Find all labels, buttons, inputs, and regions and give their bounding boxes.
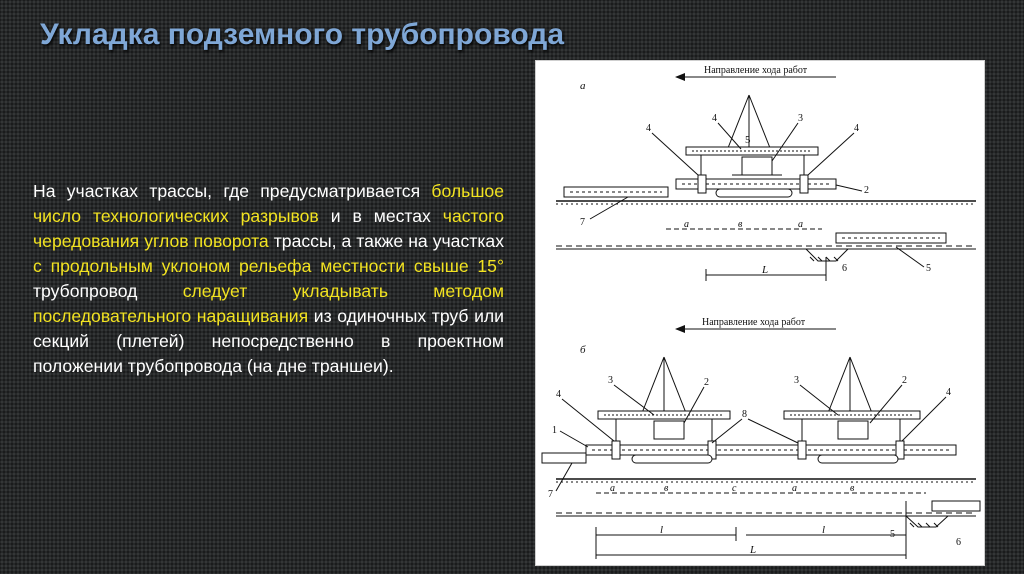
text-run: трубопровод bbox=[33, 281, 183, 301]
callout: 7 bbox=[580, 217, 585, 228]
callout: 2 bbox=[902, 375, 907, 386]
callout: 3 bbox=[794, 375, 799, 386]
highlight-run: частого чередования углов поворота bbox=[33, 206, 504, 251]
panel-a bbox=[556, 65, 976, 281]
callout: 4 bbox=[854, 123, 859, 134]
callout: 5 bbox=[926, 263, 931, 274]
dim-label: l bbox=[822, 524, 826, 536]
text-run: из одиночных труб или секций (плетей) непосредственно в проектном положении трубопровода (на дне траншеи). bbox=[33, 306, 504, 376]
callout: 4 bbox=[946, 387, 951, 398]
dim-label: а bbox=[792, 483, 797, 494]
dim-label: L bbox=[750, 544, 757, 556]
callout: 8 bbox=[742, 409, 747, 420]
text-run: и в местах bbox=[318, 206, 443, 226]
panel-a-label: а bbox=[580, 80, 586, 92]
body-paragraph bbox=[33, 179, 504, 379]
callout: 2 bbox=[704, 377, 709, 388]
dim-label: в bbox=[738, 219, 743, 230]
dim-label: l bbox=[660, 524, 664, 536]
direction-label: Направление хода работ bbox=[704, 65, 808, 76]
callout: 2 bbox=[864, 185, 869, 196]
callout: 5 bbox=[890, 529, 895, 540]
dim-label: в bbox=[664, 483, 669, 494]
slide-title: Укладка подземного трубопровода bbox=[40, 18, 565, 51]
callout: 4 bbox=[712, 113, 717, 124]
dim-label: а bbox=[798, 219, 803, 230]
callout: 6 bbox=[842, 263, 847, 274]
dim-label: с bbox=[732, 483, 737, 494]
dim-label: а bbox=[684, 219, 689, 230]
callout: 3 bbox=[798, 113, 803, 124]
direction-label: Направление хода работ bbox=[702, 317, 806, 328]
hook-glyph: 5 bbox=[745, 134, 751, 146]
text-run: На участках трассы, где предусматривается bbox=[33, 181, 432, 201]
callout: 4 bbox=[556, 389, 561, 400]
highlight-run: следует укладывать методом последовательного наращивания bbox=[33, 281, 504, 326]
callout: 4 bbox=[646, 123, 651, 134]
panel-b-label: б bbox=[580, 344, 586, 356]
callout: 1 bbox=[552, 425, 557, 436]
dim-label: а bbox=[610, 483, 615, 494]
dim-label: в bbox=[850, 483, 855, 494]
dim-label: L bbox=[762, 264, 769, 276]
highlight-run: с продольным уклоном рельефа местности свыше 15° bbox=[33, 256, 504, 276]
callout: 3 bbox=[608, 375, 613, 386]
callout: 6 bbox=[956, 537, 961, 548]
highlight-run: большое число технологических разрывов bbox=[33, 181, 504, 226]
panel-b bbox=[542, 317, 980, 559]
pipeline-diagram bbox=[535, 60, 985, 566]
callout: 7 bbox=[548, 489, 553, 500]
text-run: трассы, а также на участках bbox=[268, 231, 504, 251]
